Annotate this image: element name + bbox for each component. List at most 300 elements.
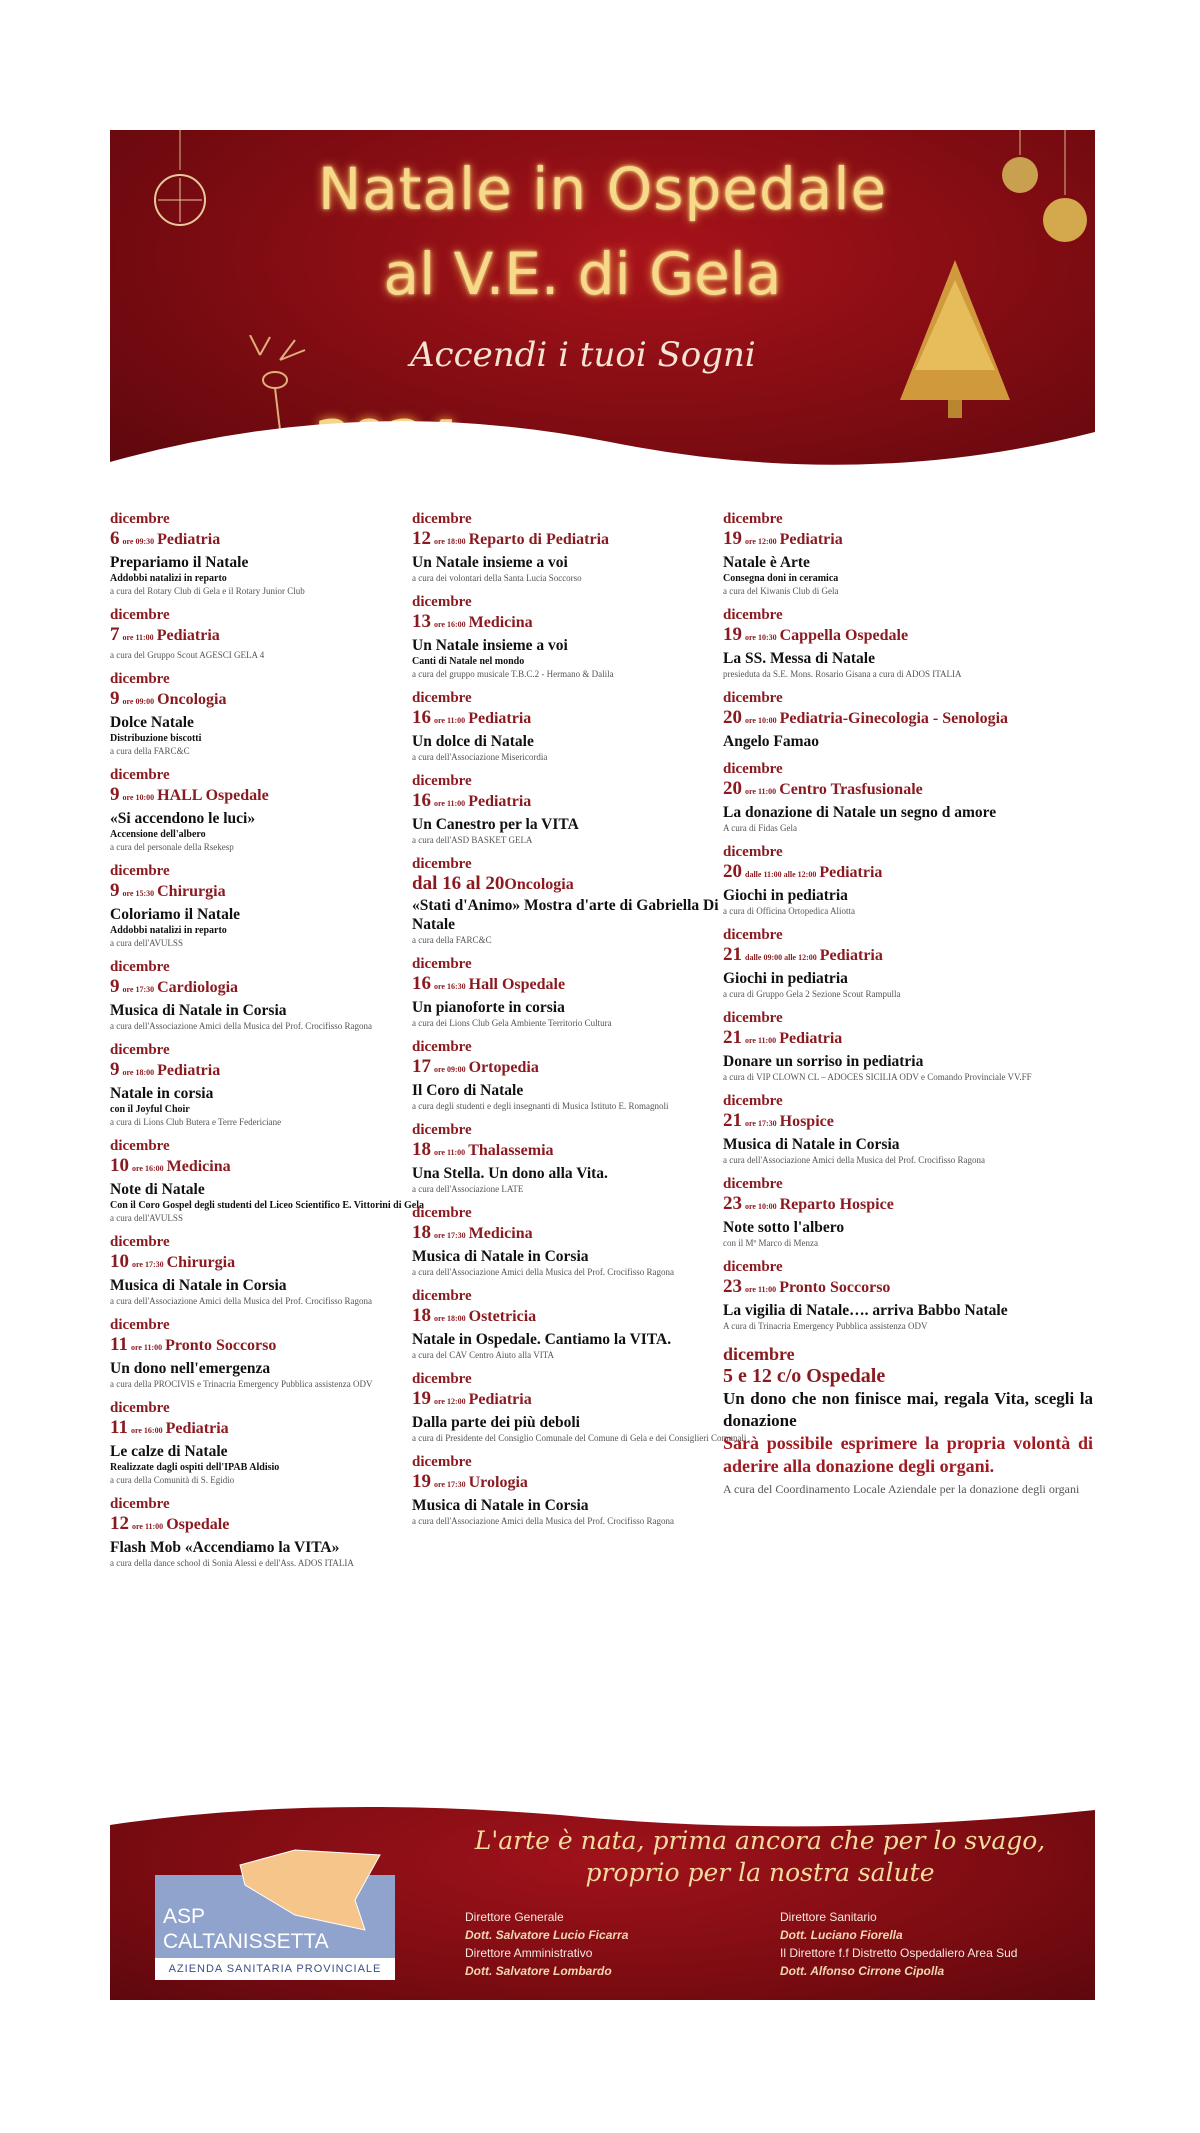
event-organizer: a cura di VIP CLOWN CL – ADOCES SICILIA ODV e Comando Provinciale VV.FF — [723, 1072, 1032, 1082]
event-item — [723, 926, 1093, 1000]
footer-quote — [450, 1825, 1070, 1889]
event-time: ore 18:00 — [434, 537, 466, 546]
event-time: dalle 09:00 alle 12:00 — [745, 953, 817, 962]
footer-banner — [110, 1800, 1095, 2000]
event-description: Consegna doni in ceramica — [723, 573, 839, 584]
event-item — [412, 855, 747, 946]
event-time: ore 16:00 — [434, 620, 466, 629]
event-place: Pediatria — [779, 1030, 843, 1047]
event-day: 20 — [723, 861, 742, 882]
event-time: ore 18:00 — [434, 1314, 466, 1323]
quote-line-2: proprio per la nostra salute — [585, 1858, 935, 1887]
event-place: Chirurgia — [157, 883, 226, 900]
event-title: Dalla parte dei più deboli — [412, 1414, 580, 1431]
event-date-line — [412, 1388, 747, 1413]
asp-logo — [155, 1875, 395, 1980]
title-line-2: al V.E. di Gela — [383, 240, 782, 308]
event-month: dicembre — [412, 956, 472, 972]
event-month: dicembre — [723, 927, 783, 943]
event-time: ore 16:00 — [132, 1164, 164, 1173]
event-title: Una Stella. Un dono alla Vita. — [412, 1165, 608, 1182]
event-item — [412, 510, 747, 584]
event-day: 11 — [110, 1417, 128, 1438]
event-time: ore 18:00 — [122, 1068, 155, 1077]
event-time: ore 11:00 — [122, 633, 154, 642]
event-day: 6 — [110, 528, 120, 549]
event-date-line — [723, 1027, 1093, 1052]
event-date-line — [723, 528, 1093, 553]
event-item — [412, 1121, 747, 1195]
event-month: dicembre — [110, 1496, 170, 1512]
event-place: Ospedale — [166, 1516, 230, 1533]
event-day: 9 — [110, 1059, 120, 1080]
event-title: Un dolce di Natale — [412, 733, 534, 750]
event-organizer: a cura di Gruppo Gela 2 Sezione Scout Rampulla — [723, 989, 901, 999]
events-column-1 — [110, 510, 445, 1578]
event-description: Canti di Natale nel mondo — [412, 656, 525, 667]
director-role: Direttore Amministrativo — [465, 1946, 593, 1960]
event-date-line — [723, 944, 1093, 969]
event-organizer: a cura dell'ASD BASKET GELA — [412, 835, 533, 845]
event-month: dicembre — [723, 511, 783, 527]
event-day: 10 — [110, 1155, 129, 1176]
event-item — [110, 1316, 445, 1390]
event-month: dicembre — [110, 511, 170, 527]
director-block-2 — [780, 1908, 1017, 1980]
event-organizer: a cura del CAV Centro Aiuto alla VITA — [412, 1350, 555, 1360]
event-place: Pediatria — [157, 1062, 221, 1079]
event-item — [110, 958, 445, 1032]
event-day: 10 — [110, 1251, 129, 1272]
event-month: dicembre — [412, 773, 472, 789]
event-item — [723, 843, 1093, 917]
event-organizer: a cura dell'Associazione Amici della Musica del Prof. Crocifisso Ragona — [412, 1516, 675, 1526]
event-title: Musica di Natale in Corsia — [412, 1248, 589, 1265]
event-place: Pediatria — [157, 531, 221, 548]
event-month: dicembre — [412, 690, 472, 706]
event-item — [110, 1399, 445, 1486]
event-title: Angelo Famao — [723, 733, 820, 750]
event-item — [723, 689, 1093, 751]
logo-subtitle: AZIENDA SANITARIA PROVINCIALE — [155, 1958, 395, 1980]
event-place: Pediatria — [165, 1420, 229, 1437]
event-day: 20 — [723, 707, 742, 728]
event-title: Giochi in pediatria — [723, 887, 848, 904]
event-month: dicembre — [110, 959, 170, 975]
event-title: Flash Mob «Accendiamo la VITA» — [110, 1539, 340, 1556]
logo-line-2: CALTANISSETTA — [163, 1930, 329, 1953]
event-place: Thalassemia — [468, 1142, 554, 1159]
event-title: «Si accendono le luci» — [110, 810, 256, 827]
event-item — [412, 772, 747, 846]
event-date-line — [110, 1334, 445, 1359]
event-organizer: a cura del gruppo musicale T.B.C.2 - Hermano & Dalila — [412, 669, 614, 679]
event-place: Medicina — [468, 1225, 533, 1242]
event-day: 12 — [412, 528, 431, 549]
event-description: Addobbi natalizi in reparto — [110, 925, 227, 936]
event-title: Un Natale insieme a voi — [412, 554, 568, 571]
event-day: 9 — [110, 784, 120, 805]
event-date-line — [110, 1155, 445, 1180]
event-item — [110, 606, 445, 661]
event-month: dicembre — [110, 1234, 170, 1250]
event-day: 7 — [110, 624, 120, 645]
event-item — [412, 689, 747, 763]
director-role: Direttore Generale — [465, 1910, 564, 1924]
event-time: ore 11:00 — [130, 1343, 163, 1352]
event-organizer: a cura della FARC&C — [412, 935, 492, 945]
event-time: ore 10:30 — [745, 633, 777, 642]
event-day: 9 — [110, 688, 120, 709]
event-day: 17 — [412, 1056, 431, 1077]
event-organizer: a cura della Comunità di S. Egidio — [110, 1475, 235, 1485]
event-place: Pediatria — [156, 627, 220, 644]
event-organizer: a cura di Officina Ortopedica Aliotta — [723, 906, 856, 916]
director-role: Il Direttore f.f Distretto Ospedaliero Area Sud — [780, 1946, 1018, 1960]
event-title: Un Canestro per la VITA — [412, 816, 579, 833]
event-title: Giochi in pediatria — [723, 970, 848, 987]
donation-date: 5 e 12 c/o Ospedale — [723, 1365, 886, 1387]
donation-highlight: Sarà possibile esprimere la propria volontà di aderire alla donazione degli organi. — [723, 1433, 1093, 1476]
event-day: 21 — [723, 1110, 742, 1131]
event-organizer: a cura dell'Associazione Amici della Musica del Prof. Crocifisso Ragona — [723, 1155, 986, 1165]
event-date-line — [723, 1193, 1093, 1218]
event-date-line — [412, 1056, 747, 1081]
event-item — [412, 955, 747, 1029]
title-line-1: Natale in Ospedale — [317, 155, 888, 223]
event-month: dicembre — [412, 1454, 472, 1470]
event-day: dal 16 al 20 — [412, 873, 505, 894]
event-item — [110, 766, 445, 853]
event-item — [412, 1287, 747, 1361]
event-title: Musica di Natale in Corsia — [723, 1136, 900, 1153]
event-date-line — [110, 528, 445, 553]
event-place: Pediatria — [468, 1391, 532, 1408]
event-place: Medicina — [166, 1158, 231, 1175]
event-date-line — [723, 1110, 1093, 1135]
event-time: ore 17:30 — [434, 1231, 466, 1240]
event-month: dicembre — [412, 1205, 472, 1221]
event-month: dicembre — [723, 761, 783, 777]
event-time: ore 10:00 — [745, 1202, 777, 1211]
event-date-line — [412, 528, 747, 553]
event-title: Donare un sorriso in pediatria — [723, 1053, 924, 1070]
event-day: 16 — [412, 790, 431, 811]
event-title: Musica di Natale in Corsia — [412, 1497, 589, 1514]
event-description: Distribuzione biscotti — [110, 733, 202, 744]
event-time: ore 16:00 — [130, 1426, 163, 1435]
event-organizer: a cura della FARC&C — [110, 746, 190, 756]
event-item — [723, 1009, 1093, 1083]
event-date-line — [723, 861, 1093, 886]
event-item — [412, 1038, 747, 1112]
event-time: ore 11:00 — [745, 1285, 777, 1294]
event-item — [110, 510, 445, 597]
events-column-2 — [412, 510, 747, 1536]
event-day: 13 — [412, 611, 431, 632]
event-month: dicembre — [412, 1039, 472, 1055]
event-place: Chirurgia — [166, 1254, 236, 1271]
event-title: Prepariamo il Natale — [110, 554, 249, 571]
event-day: 19 — [412, 1471, 431, 1492]
event-title: La vigilia di Natale…. arriva Babbo Natale — [723, 1302, 1008, 1319]
event-place: Pediatria — [468, 793, 532, 810]
event-organizer: a cura di Presidente del Consiglio Comunale del Comune di Gela e dei Consiglieri Comunali — [412, 1433, 747, 1443]
donation-month: dicembre — [723, 1344, 795, 1364]
event-month: dicembre — [723, 1010, 783, 1026]
event-time: ore 17:30 — [434, 1480, 466, 1489]
event-time: ore 10:00 — [745, 716, 777, 725]
event-organizer: a cura del Gruppo Scout AGESCI GELA 4 — [110, 650, 265, 660]
event-day: 21 — [723, 944, 742, 965]
event-item — [723, 1092, 1093, 1166]
event-description: con il Joyful Choir — [110, 1104, 190, 1115]
event-day: 21 — [723, 1027, 742, 1048]
event-month: dicembre — [412, 1371, 472, 1387]
event-place: Urologia — [468, 1474, 528, 1491]
event-organizer: a cura del personale della Rsekesp — [110, 842, 234, 852]
event-date-line — [412, 790, 747, 815]
event-month: dicembre — [110, 1042, 170, 1058]
header-wave — [110, 372, 1095, 490]
event-place: Pronto Soccorso — [779, 1279, 891, 1296]
event-description: Accensione dell'albero — [110, 829, 206, 840]
event-title: «Stati d'Animo» Mostra d'arte di Gabriella Di Natale — [412, 897, 719, 933]
event-organizer: a cura della dance school di Sonia Alessi e dell'Ass. ADOS ITALIA — [110, 1558, 354, 1568]
event-organizer: a cura degli studenti e degli insegnanti di Musica Istituto E. Romagnoli — [412, 1101, 669, 1111]
event-month: dicembre — [723, 1093, 783, 1109]
event-time: ore 17:30 — [122, 985, 155, 994]
event-title: Dolce Natale — [110, 714, 194, 731]
event-month: dicembre — [110, 671, 170, 687]
event-time: ore 17:30 — [745, 1119, 777, 1128]
event-place: Hospice — [779, 1113, 834, 1130]
donation-organizer: A cura del Coordinamento Locale Aziendale per la donazione degli organi — [723, 1482, 1080, 1496]
event-date-line — [412, 1139, 747, 1164]
event-item — [723, 510, 1093, 597]
director-name: Dott. Alfonso Cirrone Cipolla — [780, 1964, 945, 1978]
event-organizer: a cura dell'Associazione Misericordia — [412, 752, 548, 762]
event-day: 18 — [412, 1305, 431, 1326]
event-organizer: a cura dell'Associazione Amici della Musica del Prof. Crocifisso Ragona — [110, 1296, 373, 1306]
subtitle: Accendi i tuoi Sogni — [410, 335, 756, 375]
event-place: Ortopedia — [468, 1059, 539, 1076]
event-month: dicembre — [412, 1288, 472, 1304]
event-title: Natale in corsia — [110, 1085, 214, 1102]
event-time: ore 09:00 — [122, 697, 155, 706]
event-organizer: presieduta da S.E. Mons. Rosario Gisana a cura di ADOS ITALIA — [723, 669, 962, 679]
event-date-line — [110, 880, 445, 905]
event-item — [723, 1175, 1093, 1249]
event-organizer: con il Mº Marco di Menza — [723, 1238, 819, 1248]
sicily-map-icon — [235, 1845, 385, 1935]
event-organizer: a cura del Rotary Club di Gela e il Rotary Junior Club — [110, 586, 305, 596]
event-month: dicembre — [110, 767, 170, 783]
event-day: 18 — [412, 1222, 431, 1243]
event-date-line — [110, 624, 445, 649]
event-item — [412, 1370, 747, 1444]
event-place: Oncologia — [504, 876, 574, 893]
event-date-line — [723, 1276, 1093, 1301]
event-date-line — [110, 1251, 445, 1276]
event-place: Reparto Hospice — [779, 1196, 894, 1213]
event-place: Reparto di Pediatria — [468, 531, 610, 548]
event-month: dicembre — [110, 607, 170, 623]
event-date-line — [110, 1513, 445, 1538]
event-day: 19 — [723, 528, 742, 549]
event-date-line — [412, 873, 747, 896]
event-organizer: A cura di Fidas Gela — [723, 823, 797, 833]
event-title: Un pianoforte in corsia — [412, 999, 565, 1016]
director-name: Dott. Salvatore Lucio Ficarra — [465, 1928, 629, 1942]
event-date-line — [110, 784, 445, 809]
director-name: Dott. Salvatore Lombardo — [465, 1964, 612, 1978]
donation-text: Un dono che non finisce mai, regala Vita, scegli la donazione — [723, 1389, 1093, 1430]
event-date-line — [412, 1222, 747, 1247]
event-organizer: a cura della PROCIVIS e Trinacria Emergency Pubblica assistenza ODV — [110, 1379, 373, 1389]
event-organizer: a cura dell'Associazione Amici della Musica del Prof. Crocifisso Ragona — [110, 1021, 373, 1031]
event-item — [110, 1233, 445, 1307]
event-time: ore 11:00 — [434, 799, 466, 808]
event-organizer: a cura dell'AVULSS — [110, 1213, 183, 1223]
event-place: Cardiologia — [157, 979, 239, 996]
event-title: Note sotto l'albero — [723, 1219, 845, 1236]
event-date-line — [110, 976, 445, 1001]
event-month: dicembre — [412, 856, 472, 872]
event-time: ore 15:30 — [122, 889, 155, 898]
event-month: dicembre — [412, 1122, 472, 1138]
event-place: Pediatria — [819, 947, 883, 964]
event-date-line — [412, 611, 747, 636]
logo-line-1: ASP — [163, 1905, 206, 1928]
event-month: dicembre — [723, 1259, 783, 1275]
event-month: dicembre — [110, 1317, 170, 1333]
event-day: 20 — [723, 778, 742, 799]
event-place: Pediatria-Ginecologia - Senologia — [779, 710, 1009, 727]
event-date-line — [723, 778, 1093, 803]
event-time: ore 11:00 — [132, 1522, 164, 1531]
event-item — [110, 862, 445, 949]
event-title: Musica di Natale in Corsia — [110, 1277, 287, 1294]
event-date-line — [723, 624, 1093, 649]
event-organizer: a cura dei volontari della Santa Lucia Soccorso — [412, 573, 582, 583]
event-title: Coloriamo il Natale — [110, 906, 241, 923]
event-place: Ostetricia — [468, 1308, 537, 1325]
event-day: 9 — [110, 880, 120, 901]
header-banner — [110, 130, 1095, 490]
event-title: Note di Natale — [110, 1181, 205, 1198]
event-place: Cappella Ospedale — [779, 627, 909, 644]
event-date-line — [412, 1471, 747, 1496]
event-description: Addobbi natalizi in reparto — [110, 573, 227, 584]
event-organizer: a cura di Lions Club Butera e Terre Federiciane — [110, 1117, 282, 1127]
event-time: ore 10:00 — [122, 793, 155, 802]
event-item — [723, 606, 1093, 680]
event-organizer: a cura dell'Associazione LATE — [412, 1184, 524, 1194]
event-time: ore 09:00 — [434, 1065, 466, 1074]
event-place: Medicina — [468, 614, 533, 631]
event-title: Un Natale insieme a voi — [412, 637, 568, 654]
event-time: ore 11:00 — [745, 1036, 777, 1045]
event-item — [412, 1453, 747, 1527]
event-place: Pediatria — [819, 864, 883, 881]
event-time: ore 17:30 — [132, 1260, 164, 1269]
event-time: ore 11:00 — [434, 716, 466, 725]
event-item — [412, 1204, 747, 1278]
event-organizer: a cura dell'Associazione Amici della Musica del Prof. Crocifisso Ragona — [412, 1267, 675, 1277]
event-item — [110, 1495, 445, 1569]
event-title: Le calze di Natale — [110, 1443, 228, 1460]
event-time: dalle 11:00 alle 12:00 — [745, 870, 817, 879]
event-title: Un dono nell'emergenza — [110, 1360, 271, 1377]
event-place: Centro Trasfusionale — [779, 781, 923, 798]
event-organizer: A cura di Trinacria Emergency Pubblica assistenza ODV — [723, 1321, 928, 1331]
event-organizer: a cura del Kiwanis Club di Gela — [723, 586, 839, 596]
event-day: 19 — [723, 624, 742, 645]
event-item — [723, 1258, 1093, 1332]
director-role: Direttore Sanitario — [780, 1910, 877, 1924]
donation-block — [723, 1344, 1093, 1497]
event-place: Hall Ospedale — [468, 976, 566, 993]
event-day: 9 — [110, 976, 120, 997]
event-date-line — [412, 707, 747, 732]
event-date-line — [412, 973, 747, 998]
event-month: dicembre — [412, 511, 472, 527]
event-day: 19 — [412, 1388, 431, 1409]
event-month: dicembre — [110, 1138, 170, 1154]
event-time: ore 09:30 — [122, 537, 155, 546]
event-place: Pronto Soccorso — [165, 1337, 277, 1354]
event-month: dicembre — [723, 607, 783, 623]
event-day: 16 — [412, 707, 431, 728]
event-day: 11 — [110, 1334, 128, 1355]
event-day: 16 — [412, 973, 431, 994]
event-day: 23 — [723, 1276, 742, 1297]
event-item — [723, 760, 1093, 834]
event-day: 12 — [110, 1513, 129, 1534]
event-day: 23 — [723, 1193, 742, 1214]
event-description: Realizzate dagli ospiti dell'IPAB Aldisio — [110, 1462, 280, 1473]
event-place: Pediatria — [779, 531, 843, 548]
event-time: ore 12:00 — [434, 1397, 466, 1406]
event-month: dicembre — [412, 594, 472, 610]
event-month: dicembre — [723, 690, 783, 706]
event-item — [110, 670, 445, 757]
event-date-line — [412, 1305, 747, 1330]
event-organizer: a cura dell'AVULSS — [110, 938, 183, 948]
director-block-1 — [465, 1908, 628, 1980]
event-item — [412, 593, 747, 680]
event-time: ore 12:00 — [745, 537, 777, 546]
director-name: Dott. Luciano Fiorella — [780, 1928, 903, 1942]
event-title: La donazione di Natale un segno d amore — [723, 804, 997, 821]
event-title: Natale è Arte — [723, 554, 810, 571]
event-title: Il Coro di Natale — [412, 1082, 524, 1099]
event-date-line — [110, 1417, 445, 1442]
event-title: La SS. Messa di Natale — [723, 650, 875, 667]
event-description: Con il Coro Gospel degli studenti del Liceo Scientifico E. Vittorini di Gela — [110, 1200, 424, 1211]
quote-line-1: L'arte è nata, prima ancora che per lo svago, — [474, 1826, 1046, 1855]
event-month: dicembre — [110, 863, 170, 879]
event-organizer: a cura dei Lions Club Gela Ambiente Territorio Cultura — [412, 1018, 612, 1028]
event-month: dicembre — [723, 844, 783, 860]
event-title: Natale in Ospedale. Cantiamo la VITA. — [412, 1331, 672, 1348]
event-date-line — [723, 707, 1093, 732]
event-time: ore 11:00 — [434, 1148, 466, 1157]
event-date-line — [110, 688, 445, 713]
events-column-3 — [723, 510, 1093, 1497]
event-item — [110, 1041, 445, 1128]
